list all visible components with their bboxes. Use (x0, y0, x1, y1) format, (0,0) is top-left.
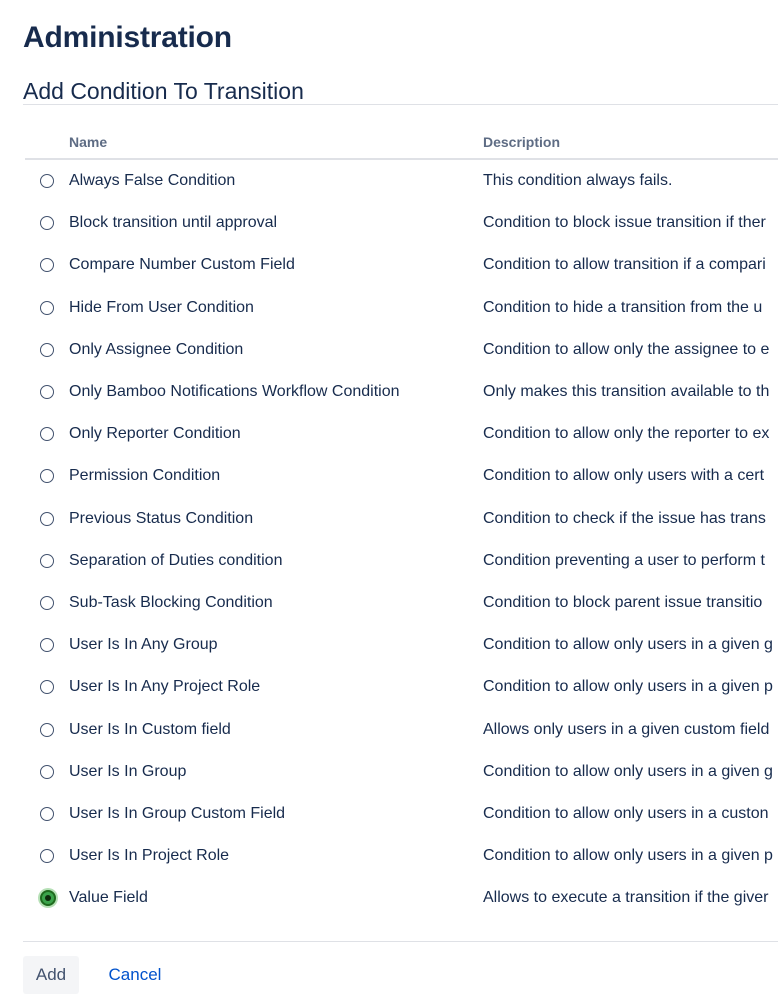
condition-name: Block transition until approval (69, 214, 278, 232)
radio-button[interactable] (40, 512, 54, 526)
radio-button[interactable] (40, 638, 54, 652)
condition-name: User Is In Group Custom Field (69, 804, 286, 822)
condition-name: Permission Condition (69, 467, 221, 485)
condition-description: Condition to allow only users in a given p (483, 847, 773, 865)
condition-description: Condition to allow only users in a given p (483, 678, 773, 696)
condition-name: User Is In Project Role (69, 847, 230, 865)
radio-button[interactable] (40, 554, 54, 568)
condition-name: Only Reporter Condition (69, 425, 241, 443)
cancel-button[interactable]: Cancel (98, 956, 172, 994)
table-row[interactable] (25, 751, 778, 793)
condition-description: Condition to allow only users with a cert (483, 467, 765, 485)
radio-button[interactable] (40, 427, 54, 441)
table-row[interactable] (25, 413, 778, 455)
radio-button[interactable] (40, 596, 54, 610)
condition-name: Value Field (69, 889, 148, 907)
radio-button[interactable] (40, 343, 54, 357)
column-header-description: Description (483, 134, 561, 150)
table-body (25, 160, 778, 919)
condition-description: Condition to allow only users in a given g (483, 762, 773, 780)
page-title: Administration (23, 21, 232, 54)
add-button[interactable]: Add (23, 956, 79, 994)
condition-description: Condition to check if the issue has trans (483, 509, 766, 527)
condition-description: This condition always fails. (483, 172, 673, 190)
table-row[interactable] (25, 624, 778, 666)
radio-button[interactable] (40, 807, 54, 821)
condition-name: User Is In Any Group (69, 636, 218, 654)
condition-description: Condition to allow only the reporter to ex (483, 425, 770, 443)
radio-button[interactable] (40, 680, 54, 694)
condition-name: Only Assignee Condition (69, 340, 244, 358)
table-row[interactable] (25, 202, 778, 244)
radio-button[interactable] (40, 765, 54, 779)
table-row[interactable] (25, 793, 778, 835)
condition-name: Sub-Task Blocking Condition (69, 593, 273, 611)
table-row[interactable] (25, 371, 778, 413)
condition-description: Condition to block parent issue transitio (483, 593, 763, 611)
radio-button[interactable] (40, 174, 54, 188)
condition-name: Only Bamboo Notifications Workflow Condition (69, 383, 400, 401)
radio-button[interactable] (40, 723, 54, 737)
table-row[interactable] (25, 329, 778, 371)
condition-description: Condition to allow only users in a custon (483, 804, 769, 822)
condition-description: Allows to execute a transition if the giver (483, 889, 769, 907)
radio-button-selected[interactable] (40, 890, 56, 906)
section-title: Add Condition To Transition (23, 78, 304, 104)
conditions-table (25, 124, 778, 919)
condition-description: Condition preventing a user to perform t (483, 551, 765, 569)
table-row[interactable] (25, 455, 778, 497)
section-divider (23, 104, 778, 105)
condition-name: User Is In Custom field (69, 720, 231, 738)
condition-description: Condition to block issue transition if ther (483, 214, 766, 232)
condition-description: Condition to allow transition if a compari (483, 256, 766, 274)
condition-description: Condition to hide a transition from the u (483, 298, 763, 316)
condition-name: Separation of Duties condition (69, 551, 283, 569)
condition-name: Previous Status Condition (69, 509, 254, 527)
footer-divider (23, 941, 778, 942)
condition-name: Always False Condition (69, 172, 236, 190)
radio-button[interactable] (40, 469, 54, 483)
table-row[interactable] (25, 498, 778, 540)
column-header-name: Name (69, 134, 108, 150)
radio-button[interactable] (40, 216, 54, 230)
table-row[interactable] (25, 160, 778, 202)
table-row[interactable] (25, 708, 778, 750)
radio-button[interactable] (40, 258, 54, 272)
table-row[interactable] (25, 835, 778, 877)
table-row[interactable] (25, 540, 778, 582)
condition-name: User Is In Group (69, 762, 187, 780)
table-row[interactable] (25, 244, 778, 286)
radio-button[interactable] (40, 301, 54, 315)
condition-description: Only makes this transition available to th (483, 383, 770, 401)
table-row[interactable] (25, 287, 778, 329)
table-header (25, 124, 778, 160)
condition-name: Compare Number Custom Field (69, 256, 295, 274)
radio-button[interactable] (40, 849, 54, 863)
condition-name: Hide From User Condition (69, 298, 254, 316)
condition-description: Allows only users in a given custom field (483, 720, 770, 738)
radio-button[interactable] (40, 385, 54, 399)
condition-name: User Is In Any Project Role (69, 678, 261, 696)
condition-description: Condition to allow only the assignee to e (483, 340, 770, 358)
table-row[interactable] (25, 666, 778, 708)
table-row[interactable] (25, 877, 778, 919)
table-row[interactable] (25, 582, 778, 624)
condition-description: Condition to allow only users in a given g (483, 636, 773, 654)
